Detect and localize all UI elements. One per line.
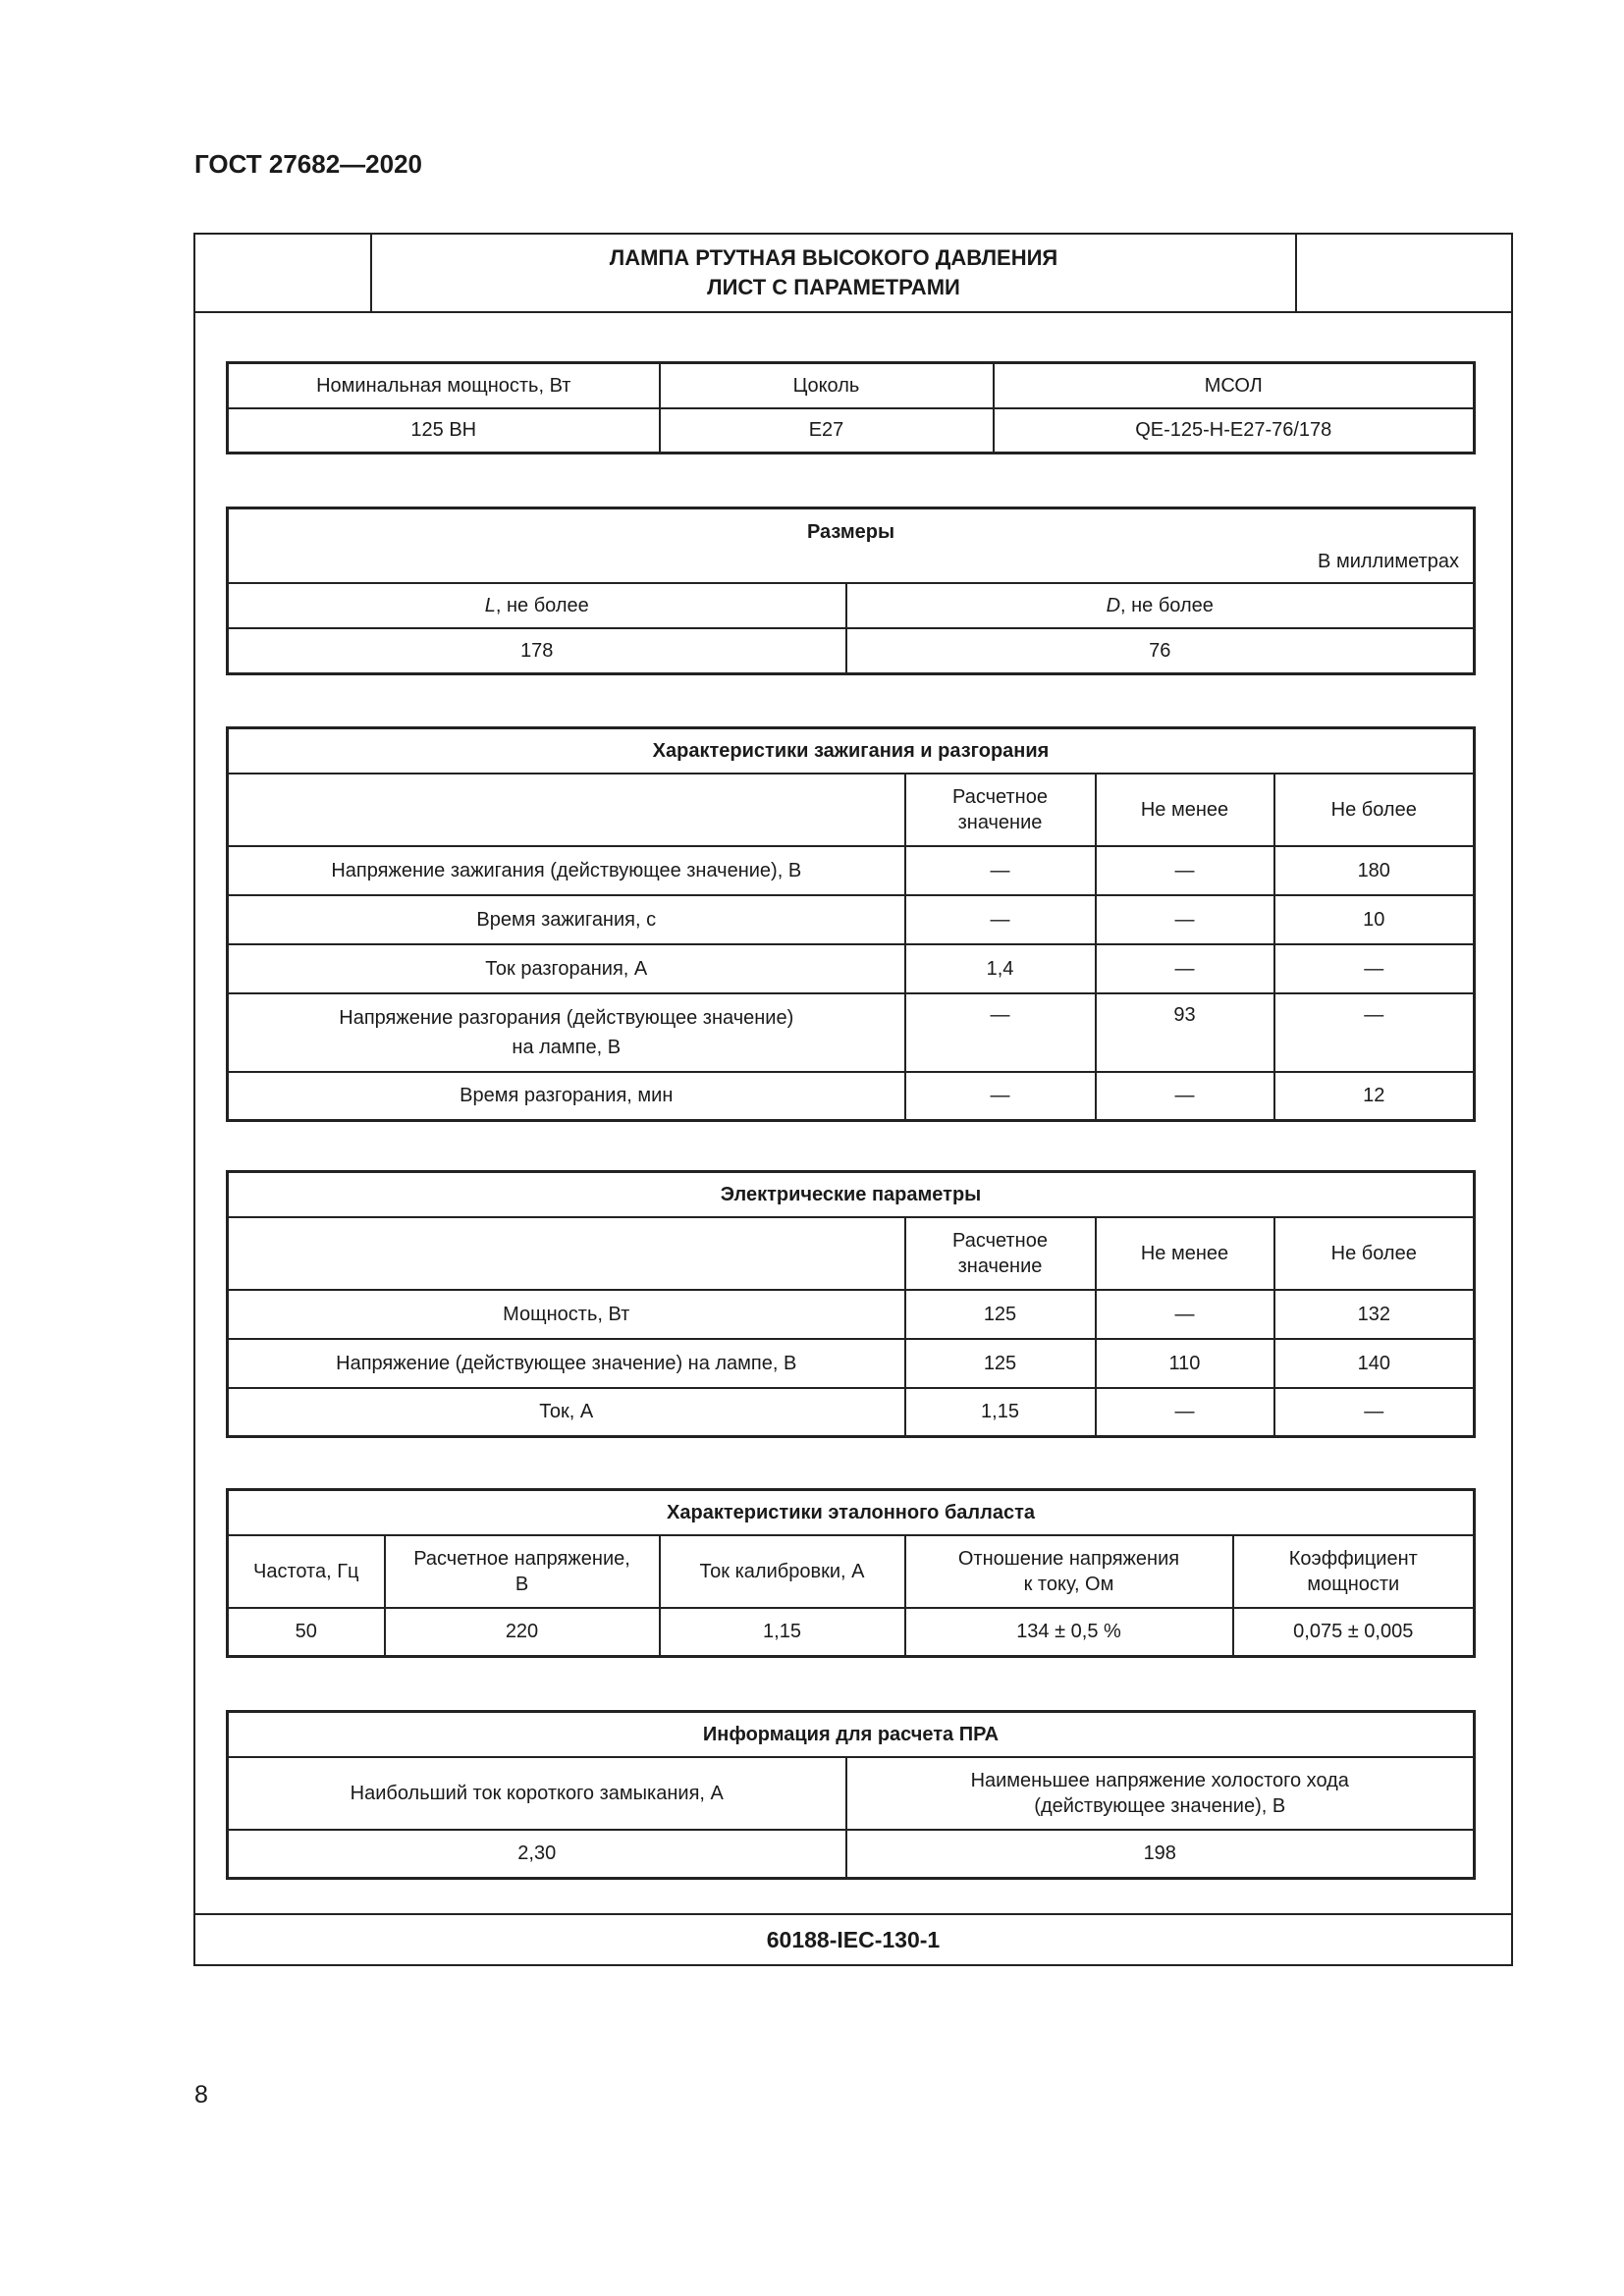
table-row [228,508,1475,584]
sheet-footer-code: 60188-IEC-130-1 [195,1913,1511,1964]
dimensions-title-cell [228,508,1475,584]
dimensions-title: Размеры [806,521,895,543]
header-power-factor [1233,1535,1475,1608]
row-label: Напряжение зажигания (действующее значение), В [228,846,905,895]
cell-max: 12 [1274,1072,1475,1121]
cell-max: 132 [1274,1290,1475,1339]
header-length [228,583,846,628]
value-rated-voltage: 220 [385,1608,660,1657]
header-short-circuit-current: Наибольший ток короткого замыкания, А [228,1757,846,1830]
cell-max: — [1274,993,1475,1072]
header-ratio-line2: к току, Ом [1023,1573,1114,1595]
header-nominal-power: Номинальная мощность, Вт [228,363,660,408]
row-label: Ток, А [228,1388,905,1437]
header-open-circuit-voltage [846,1757,1475,1830]
header-rated-value [905,774,1096,846]
header-base: Цоколь [660,363,994,408]
table-row [228,1388,1475,1437]
cell-min: — [1096,846,1274,895]
dimensions-unit-note: В миллиметрах [1318,551,1459,572]
sheet-title-line1: ЛАМПА РТУТНАЯ ВЫСОКОГО ДАВЛЕНИЯ [609,245,1058,270]
header-ocv-line2: (действующее значение), В [1034,1794,1286,1817]
row-label: Напряжение (действующее значение) на лампе, В [228,1339,905,1388]
cell-min: — [1096,1072,1274,1121]
row-label-line2: на лампе, В [512,1036,622,1058]
cell-min: — [1096,1388,1274,1437]
cell-rated: — [905,846,1096,895]
diameter-suffix: , не более [1120,595,1214,616]
table-row [228,728,1475,774]
table-row [228,628,1475,673]
header-rated-value [905,1217,1096,1290]
table-row [228,846,1475,895]
cell-max: 10 [1274,895,1475,944]
cell-rated: — [905,1072,1096,1121]
cell-rated: 1,4 [905,944,1096,993]
cell-rated: 125 [905,1339,1096,1388]
table-row [228,1172,1475,1217]
ballast-calculation-table [226,1710,1476,1880]
header-min: Не менее [1096,774,1274,846]
header-pf-line1: Коэффициент [1288,1547,1418,1570]
cell-min: 93 [1096,993,1274,1072]
electrical-empty-header [228,1217,905,1290]
value-nominal-power: 125 ВН [228,408,660,454]
length-suffix: , не более [495,595,589,616]
table-row [228,408,1475,454]
cell-min: 110 [1096,1339,1274,1388]
header-right-cell [1295,235,1511,311]
cell-rated: 1,15 [905,1388,1096,1437]
dimensions-table [226,507,1476,675]
header-pf-line2: мощности [1307,1573,1400,1595]
table-row [228,1535,1475,1608]
table-row [228,1490,1475,1535]
page-number: 8 [194,2081,208,2109]
header-min: Не менее [1096,1217,1274,1290]
electrical-table [226,1170,1476,1438]
cell-max: 140 [1274,1339,1475,1388]
table-row [228,895,1475,944]
ballast-title: Характеристики эталонного балласта [228,1490,1475,1535]
document-code: ГОСТ 27682—2020 [194,149,422,179]
table-row [228,1217,1475,1290]
cell-min: — [1096,895,1274,944]
value-length: 178 [228,628,846,673]
ignition-table [226,726,1476,1122]
header-calibration-current: Ток калибровки, А [660,1535,905,1608]
cell-rated: — [905,993,1096,1072]
ignition-empty-header [228,774,905,846]
ballast-table [226,1488,1476,1658]
header-msol: МСОЛ [994,363,1475,408]
cell-rated: — [905,895,1096,944]
header-rated-line1: Расчетное [952,785,1048,808]
header-max: Не более [1274,1217,1475,1290]
value-calibration-current: 1,15 [660,1608,905,1657]
value-frequency: 50 [228,1608,385,1657]
diameter-symbol: D [1106,595,1121,616]
electrical-title: Электрические параметры [228,1172,1475,1217]
header-voltage-line2: В [514,1573,529,1595]
header-rated-line2: значение [957,1255,1043,1277]
header-diameter [846,583,1475,628]
table-row [228,1757,1475,1830]
header-voltage-line1: Расчетное напряжение, [413,1547,630,1570]
row-label: Мощность, Вт [228,1290,905,1339]
header-rated-voltage [385,1535,660,1608]
row-label: Время зажигания, с [228,895,905,944]
table-row [228,1608,1475,1657]
value-short-circuit-current: 2,30 [228,1830,846,1879]
cell-max: — [1274,1388,1475,1437]
pra-title: Информация для расчета ПРА [228,1712,1475,1757]
table-row [228,1712,1475,1757]
table-row [228,774,1475,846]
header-frequency: Частота, Гц [228,1535,385,1608]
sheet-title [372,235,1295,311]
table-row [228,1339,1475,1388]
length-symbol: L [484,595,496,616]
row-label: Время разгорания, мин [228,1072,905,1121]
sheet-title-line2: ЛИСТ С ПАРАМЕТРАМИ [707,275,960,299]
ignition-title: Характеристики зажигания и разгорания [228,728,1475,774]
table-row [228,583,1475,628]
table-row [228,1830,1475,1879]
cell-min: — [1096,944,1274,993]
row-label [228,993,905,1072]
row-label: Ток разгорания, А [228,944,905,993]
table-row [228,993,1475,1072]
header-rated-line1: Расчетное [952,1229,1048,1252]
value-power-factor: 0,075 ± 0,005 [1233,1608,1475,1657]
table-row [228,363,1475,408]
header-ratio-line1: Отношение напряжения [957,1547,1180,1570]
table-row [228,1290,1475,1339]
cell-max: — [1274,944,1475,993]
cell-rated: 125 [905,1290,1096,1339]
row-label-line1: Напряжение разгорания (действующее значение) [339,1006,794,1029]
value-voltage-current-ratio: 134 ± 0,5 % [905,1608,1233,1657]
header-max: Не более [1274,774,1475,846]
value-diameter: 76 [846,628,1475,673]
header-voltage-current-ratio [905,1535,1233,1608]
header-rated-line2: значение [957,811,1043,833]
cell-max: 180 [1274,846,1475,895]
value-open-circuit-voltage: 198 [846,1830,1475,1879]
header-ocv-line1: Наименьшее напряжение холостого хода [970,1769,1349,1791]
header-left-cell [195,235,372,311]
table-row [228,1072,1475,1121]
sheet-header [195,235,1511,313]
value-msol: QE-125-H-E27-76/178 [994,408,1475,454]
designation-table [226,361,1476,454]
cell-min: — [1096,1290,1274,1339]
table-row [228,944,1475,993]
value-base: E27 [660,408,994,454]
